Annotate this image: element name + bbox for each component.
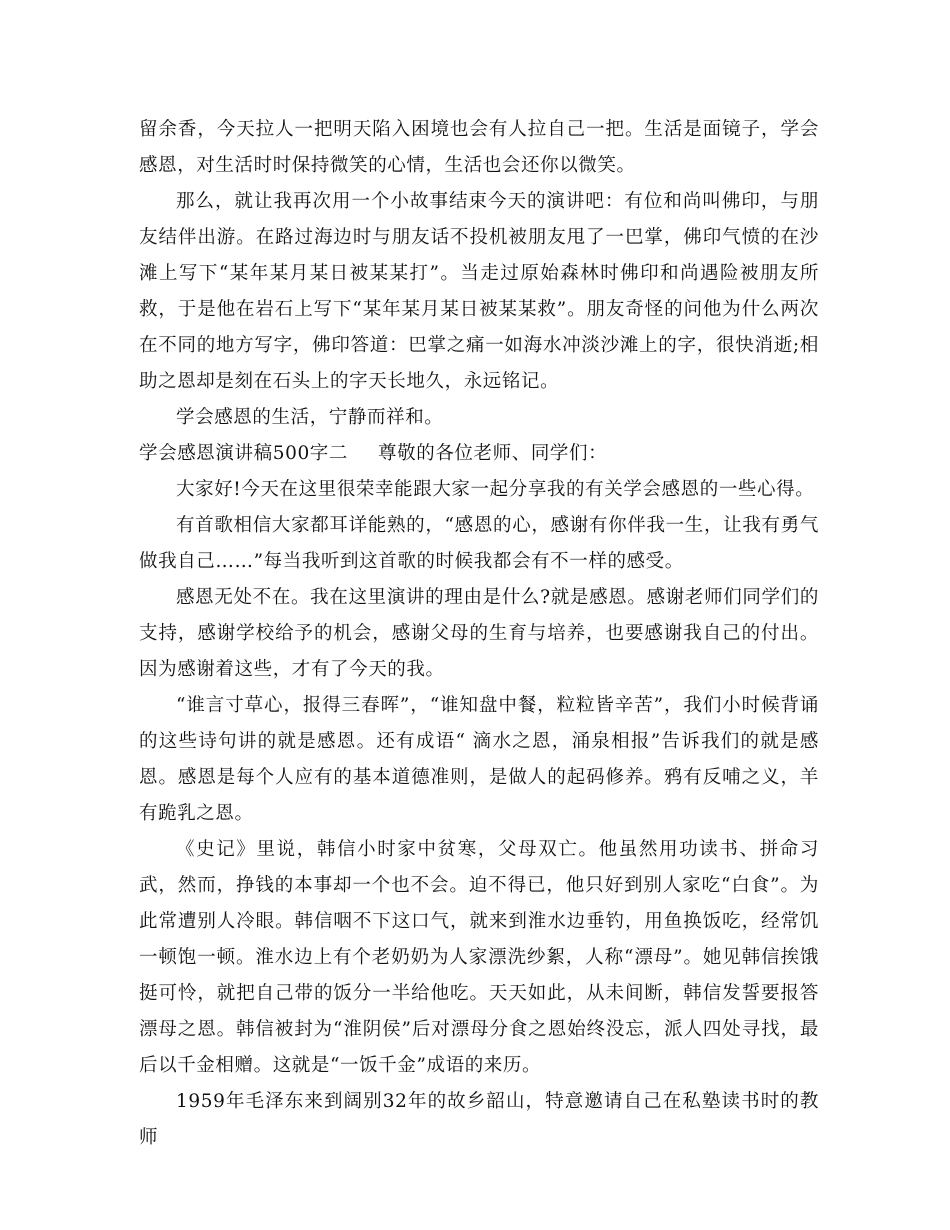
paragraph-poems: “谁言寸草心，报得三春晖”，“谁知盘中餐，粒粒皆辛苦”，我们小时候背诵的这些诗句讲的就是感恩。还有成语“ 滴水之恩，涌泉相报”告诉我们的就是感恩。感恩是每个人应有的基本道德准则，是做人的起码修养。鸦有反哺之义，羊有跪乳之恩。	[139, 695, 819, 824]
paragraph-greeting: 大家好!今天在这里很荣幸能跟大家一起分享我的有关学会感恩的一些心得。	[176, 479, 815, 500]
section-title: 学会感恩演讲稿500字二	[139, 443, 349, 464]
paragraph-gratitude: 感恩无处不在。我在这里演讲的理由是什么?就是感恩。感谢老师们同学们的支持，感谢学校给予的机会，感谢父母的生育与培养，也要感谢我自己的付出。因为感谢着这些，才有了今天的我。	[139, 587, 819, 680]
section-heading	[139, 436, 819, 472]
paragraph-hanxin: 《史记》里说，韩信小时家中贫寒，父母双亡。他虽然用功读书、拼命习武，然而，挣钱的本事却一个也不会。迫不得已，他只好到别人家吃“白食”。为此常遭别人冷眼。韩信咽不下这口气，就来到淮水边垂钓，用鱼换饭吃，经常饥一顿饱一顿。淮水边上有个老奶奶为人家漂洗纱絮，人称“漂母”。她见韩信挨饿挺可怜，就把自己带的饭分一半给他吃。天天如此，从未间断，韩信发誓要报答漂母之恩。韩信被封为“淮阴侯”后对漂母分食之恩始终没忘，派人四处寻找，最后以千金相赠。这就是“一饭千金”成语的来历。	[139, 839, 819, 1076]
paragraph-closing: 学会感恩的生活，宁静而祥和。	[176, 407, 444, 428]
paragraph-maozedong: 1959年毛泽东来到阔别32年的故乡韶山，特意邀请自己在私塾读书时的教师	[139, 1091, 819, 1148]
paragraph-continuation: 留余香，今天拉人一把明天陷入困境也会有人拉自己一把。生活是面镜子，学会感恩，对生活时时保持微笑的心情，生活也会还你以微笑。	[139, 119, 819, 176]
paragraph-song: 有首歌相信大家都耳详能熟的，“感恩的心，感谢有你伴我一生，让我有勇气做我自己……”每当我听到这首歌的时候我都会有不一样的感受。	[139, 515, 819, 572]
salutation: 尊敬的各位老师、同学们：	[378, 443, 608, 464]
document-body	[139, 112, 819, 1156]
paragraph-story: 那么，就让我再次用一个小故事结束今天的演讲吧：有位和尚叫佛印，与朋友结伴出游。在路过海边时与朋友话不投机被朋友甩了一巴掌，佛印气愤的在沙滩上写下“某年某月某日被某某打”。当走过原始森林时佛印和尚遇险被朋友所救，于是他在岩石上写下“某年某月某日被某某救”。朋友奇怪的问他为什么两次在不同的地方写字，佛印答道：巴掌之痛一如海水冲淡沙滩上的字，很快消逝;相助之恩却是刻在石头上的字天长地久，永远铭记。	[139, 191, 819, 392]
